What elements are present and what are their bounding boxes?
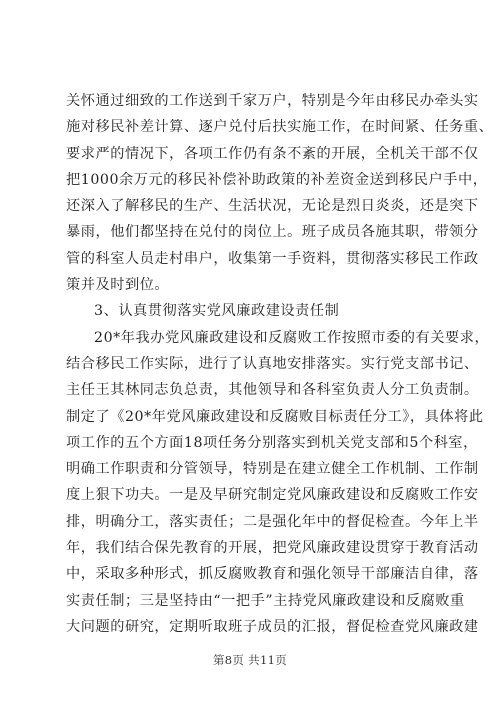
- text-line: 项工作的五个方面18项任务分别落实到机关党支部和5个科室，: [66, 434, 478, 451]
- text-line: 大问题的研究，定期听取班子成员的汇报，督促检查党风廉政建: [66, 618, 479, 635]
- text-line: 结合移民工作实际，进行了认真地安排落实。实行党支部书记、: [66, 355, 479, 372]
- text-line: 排，明确分工，落实责任；二是强化年中的督促检查。今年上半: [66, 513, 479, 530]
- text-line: 关怀通过细致的工作送到千家万户，特别是今年由移民办牵头实: [66, 93, 479, 109]
- page-number-footer: 第8页 共11页: [212, 653, 287, 667]
- text-line: 主任王其林同志负总责，其他领导和各科室负责人分工负责制。: [66, 382, 479, 399]
- text-line: 暴雨，他们都坚持在兑付的岗位上。班子成员各施其职，带领分: [66, 224, 479, 241]
- section-heading: 3、认真贯彻落实党风廉政建设责任制: [94, 303, 340, 320]
- text-line: 把1000余万元的移民补偿补助政策的补差资金送到移民户手中，: [66, 171, 488, 188]
- text-line: 明确工作职责和分管领导，特别是在建立健全工作机制、工作制: [66, 461, 479, 478]
- text-line: 年，我们结合保先教育的开展，把党风廉政建设贯穿于教育活动: [66, 540, 479, 557]
- text-line: 度上狠下功夫。一是及早研究制定党风廉政建设和反腐败工作安: [66, 487, 479, 504]
- text-line: 还深入了解移民的生产、生活状况，无论是烈日炎炎，还是突下: [66, 198, 479, 215]
- text-line: 策并及时到位。: [66, 277, 170, 294]
- text-line: 制定了《20*年党风廉政建设和反腐败目标责任分工》，具体将此: [66, 408, 484, 425]
- text-line: 管的科室人员走村串户，收集第一手资料，贯彻落实移民工作政: [66, 250, 479, 267]
- text-line: 20*年我办党风廉政建设和反腐败工作按照市委的有关要求，: [94, 329, 490, 346]
- text-line: 中，采取多种形式，抓反腐败教育和强化领导干部廉洁自律，落: [66, 566, 479, 583]
- text-line: 实责任制；三是坚持由“一把手”主持党风廉政建设和反腐败重: [66, 592, 465, 609]
- text-line: 要求严的情况下，各项工作仍有条不紊的开展，全机关干部不仅: [66, 145, 479, 162]
- text-line: 施对移民补差计算、逐户兑付后扶实施工作，在时间紧、任务重、: [66, 119, 494, 136]
- body-text: [66, 88, 494, 640]
